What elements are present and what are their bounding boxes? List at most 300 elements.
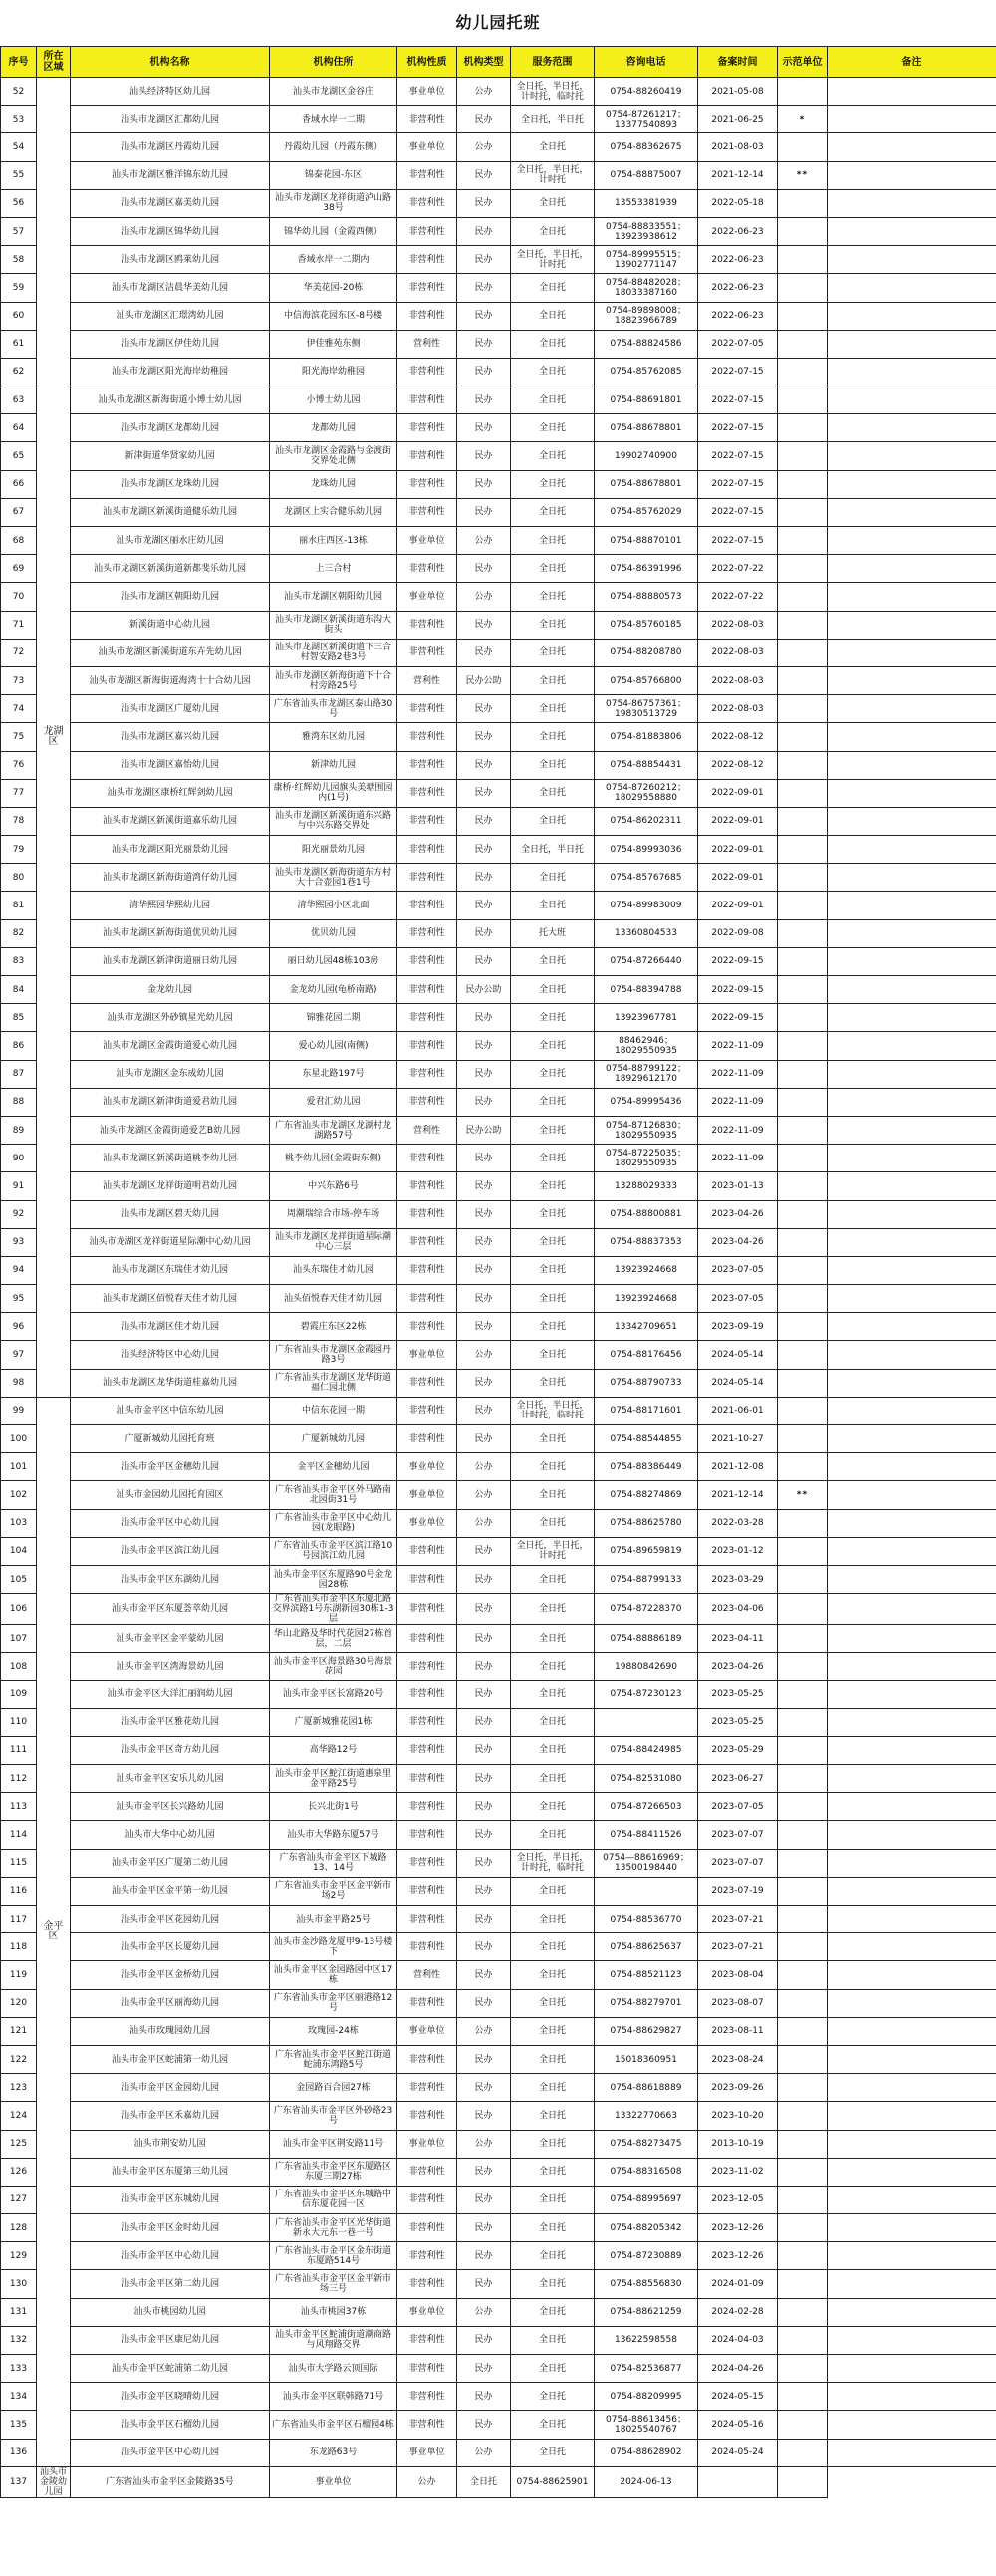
table-row bbox=[1, 1369, 996, 1397]
cell-phone: 0754-88362675 bbox=[595, 133, 698, 161]
cell-index: 62 bbox=[1, 358, 37, 386]
cell-date: 2023-07-19 bbox=[698, 1877, 778, 1905]
cell-model bbox=[778, 1537, 828, 1565]
table-row bbox=[1, 1116, 996, 1144]
cell-service: 全日托 bbox=[511, 2017, 595, 2045]
cell-index: 90 bbox=[1, 1145, 37, 1172]
col-header-remarks: 备注 bbox=[828, 47, 996, 78]
table-row bbox=[1, 1313, 996, 1341]
cell-address: 金园路百合园27栋 bbox=[270, 2074, 397, 2102]
cell-type: 民办 bbox=[457, 1060, 511, 1088]
cell-index: 56 bbox=[1, 189, 37, 217]
cell-remarks bbox=[828, 442, 996, 470]
cell-name: 汕头市龙湖区佳才幼儿园 bbox=[71, 1313, 270, 1341]
cell-name: 汕头市龙湖区佰悦春天佳才幼儿园 bbox=[71, 1285, 270, 1313]
cell-index: 61 bbox=[1, 330, 37, 358]
col-header-date: 备案时间 bbox=[698, 47, 778, 78]
cell-model bbox=[778, 1989, 828, 2017]
cell-name: 汕头市金平区长兴路幼儿园 bbox=[71, 1793, 270, 1821]
cell-service: 全日托 bbox=[511, 358, 595, 386]
table-row bbox=[1, 2383, 996, 2411]
cell-date: 2022-09-01 bbox=[698, 779, 778, 807]
cell-service: 全日托 bbox=[511, 2439, 595, 2466]
cell-service: 全日托 bbox=[511, 330, 595, 358]
table-row bbox=[1, 2017, 996, 2045]
cell-index: 97 bbox=[1, 1341, 37, 1369]
cell-name: 汕头市龙湖区雅洋锦东幼儿园 bbox=[71, 161, 270, 189]
cell-type: 民办 bbox=[457, 864, 511, 892]
cell-model bbox=[778, 2270, 828, 2298]
cell-phone: 13923924668 bbox=[595, 1256, 698, 1284]
cell-service: 全日托 bbox=[511, 274, 595, 302]
cell-index: 88 bbox=[1, 1088, 37, 1116]
cell-remarks bbox=[828, 1765, 996, 1793]
cell-remarks bbox=[828, 414, 996, 442]
cell-address: 广东省汕头市龙湖区龙华街道福仁园北侧 bbox=[270, 1369, 397, 1397]
table-row bbox=[1, 1594, 996, 1625]
cell-remarks bbox=[828, 836, 996, 864]
cell-address: 广厦新城雅花园1栋 bbox=[270, 1708, 397, 1736]
table-row bbox=[1, 892, 996, 919]
cell-remarks bbox=[778, 2466, 828, 2497]
cell-phone: 0754-88411526 bbox=[595, 1821, 698, 1849]
cell-index: 71 bbox=[1, 611, 37, 639]
cell-phone: 0754-88176456 bbox=[595, 1341, 698, 1369]
table-row bbox=[1, 695, 996, 723]
cell-phone: 0754-88544855 bbox=[595, 1425, 698, 1453]
cell-phone: 0754-82536877 bbox=[595, 2355, 698, 2383]
cell-remarks bbox=[828, 611, 996, 639]
cell-address: 阳光海岸幼稚园 bbox=[270, 358, 397, 386]
table-row bbox=[1, 864, 996, 892]
cell-address: 锦泰花园-东区 bbox=[270, 161, 397, 189]
cell-type: 民办 bbox=[457, 1793, 511, 1821]
cell-nature: 非营利性 bbox=[397, 2270, 457, 2298]
cell-name: 金龙幼儿园 bbox=[71, 976, 270, 1004]
cell-date: 2022-03-28 bbox=[698, 1509, 778, 1537]
cell-service: 全日托 bbox=[511, 133, 595, 161]
cell-type: 民办 bbox=[457, 807, 511, 835]
cell-service: 全日托 bbox=[511, 2045, 595, 2073]
cell-nature: 非营利性 bbox=[397, 1032, 457, 1060]
cell-name: 汕头经济特区中心幼儿园 bbox=[71, 1341, 270, 1369]
table-row bbox=[1, 583, 996, 611]
cell-remarks bbox=[828, 1625, 996, 1653]
cell-nature: 非营利性 bbox=[397, 1088, 457, 1116]
col-header-nature: 机构性质 bbox=[397, 47, 457, 78]
cell-name: 新溪街道中心幼儿园 bbox=[71, 611, 270, 639]
cell-date: 2022-06-23 bbox=[698, 217, 778, 245]
table-row bbox=[1, 133, 996, 161]
cell-date: 2024-04-26 bbox=[698, 2355, 778, 2383]
cell-type: 民办 bbox=[457, 1425, 511, 1453]
cell-name: 汕头市龙湖区洁晨华美幼儿园 bbox=[71, 274, 270, 302]
cell-address: 中信东花园一期 bbox=[270, 1397, 397, 1424]
cell-phone: 0754-87228370 bbox=[595, 1594, 698, 1625]
cell-phone: 0754-88880573 bbox=[595, 583, 698, 611]
cell-phone: 19880842690 bbox=[595, 1653, 698, 1680]
cell-address: 汕头市金平区金园路园中区17栋 bbox=[270, 1961, 397, 1989]
cell-name: 汕头市金平区中心幼儿园 bbox=[71, 1509, 270, 1537]
table-row bbox=[1, 1228, 996, 1256]
cell-name: 汕头市龙湖区新溪街道东卉先幼儿园 bbox=[71, 639, 270, 666]
cell-index: 114 bbox=[1, 1821, 37, 1849]
cell-phone: 0754-87266503 bbox=[595, 1793, 698, 1821]
cell-model bbox=[778, 1849, 828, 1877]
cell-address: 广东省汕头市金平区东厦路区东厦三期27栋 bbox=[270, 2158, 397, 2186]
cell-date: 2023-11-02 bbox=[698, 2158, 778, 2186]
table-row bbox=[1, 2186, 996, 2213]
cell-type: 民办 bbox=[457, 2158, 511, 2186]
cell-address: 广东省汕头市金平区金陵路35号 bbox=[71, 2466, 270, 2497]
cell-type: 民办 bbox=[457, 611, 511, 639]
cell-model bbox=[778, 1032, 828, 1060]
cell-phone: 0754-88260419 bbox=[595, 78, 698, 106]
cell-service: 全日托 bbox=[511, 1116, 595, 1144]
cell-service: 全日托 bbox=[511, 2355, 595, 2383]
cell-type: 民办 bbox=[457, 2355, 511, 2383]
cell-remarks bbox=[828, 1537, 996, 1565]
cell-nature: 非营利性 bbox=[397, 1172, 457, 1200]
cell-type: 民办 bbox=[457, 639, 511, 666]
cell-nature: 非营利性 bbox=[397, 2355, 457, 2383]
cell-remarks bbox=[828, 1116, 996, 1144]
cell-name: 汕头市金平区东城幼儿园 bbox=[71, 2186, 270, 2213]
cell-index: 91 bbox=[1, 1172, 37, 1200]
cell-name: 汕头市龙湖区新溪街道嘉乐幼儿园 bbox=[71, 807, 270, 835]
cell-remarks bbox=[828, 1565, 996, 1593]
cell-nature: 营利性 bbox=[397, 666, 457, 694]
col-header-address: 机构住所 bbox=[270, 47, 397, 78]
cell-phone: 0754-85760185 bbox=[595, 611, 698, 639]
cell-type: 民办 bbox=[457, 358, 511, 386]
cell-model bbox=[778, 666, 828, 694]
cell-model bbox=[778, 1060, 828, 1088]
page-title: 幼儿园托班 bbox=[455, 13, 541, 32]
cell-remarks bbox=[828, 1961, 996, 1989]
cell-phone: 0754-87225035；18029550935 bbox=[595, 1145, 698, 1172]
cell-service: 全日托 bbox=[511, 1481, 595, 1509]
cell-date: 2022-08-03 bbox=[698, 639, 778, 666]
cell-remarks bbox=[828, 695, 996, 723]
cell-phone: 0754-88886189 bbox=[595, 1625, 698, 1653]
cell-remarks bbox=[828, 386, 996, 414]
cell-remarks bbox=[828, 639, 996, 666]
cell-model bbox=[778, 1313, 828, 1341]
table-row bbox=[1, 947, 996, 975]
cell-service: 全日托 bbox=[511, 302, 595, 330]
cell-model bbox=[778, 1285, 828, 1313]
cell-service: 全日托 bbox=[511, 1933, 595, 1961]
cell-name: 汕头市金陵幼儿园 bbox=[37, 2466, 71, 2497]
cell-model bbox=[778, 2383, 828, 2411]
table-row bbox=[1, 106, 996, 133]
table-row bbox=[1, 2242, 996, 2270]
cell-type: 公办 bbox=[457, 1509, 511, 1537]
cell-model bbox=[778, 583, 828, 611]
cell-phone: 0754-88628902 bbox=[595, 2439, 698, 2466]
cell-phone: 0754-87260212；18029558880 bbox=[595, 779, 698, 807]
cell-model bbox=[778, 470, 828, 498]
table-row bbox=[1, 807, 996, 835]
cell-date: 2023-08-24 bbox=[698, 2045, 778, 2073]
table-row bbox=[1, 2074, 996, 2102]
cell-type: 民办 bbox=[457, 1594, 511, 1625]
cell-address: 广东省汕头市金平区中心幼儿园(龙眼路) bbox=[270, 1509, 397, 1537]
cell-phone: 0754-88208780 bbox=[595, 639, 698, 666]
cell-remarks bbox=[828, 2411, 996, 2439]
cell-nature: 非营利性 bbox=[397, 1933, 457, 1961]
cell-type: 民办 bbox=[457, 246, 511, 274]
cell-name: 汕头市金平区金平第一幼儿园 bbox=[71, 1877, 270, 1905]
cell-remarks bbox=[828, 1200, 996, 1228]
cell-date: 2021-12-08 bbox=[698, 1453, 778, 1481]
cell-date: 2024-05-14 bbox=[698, 1369, 778, 1397]
cell-model bbox=[778, 1341, 828, 1369]
table-row bbox=[1, 976, 996, 1004]
cell-phone: 0754-88995697 bbox=[595, 2186, 698, 2213]
cell-date: 2023-06-27 bbox=[698, 1765, 778, 1793]
cell-date: 2022-05-18 bbox=[698, 189, 778, 217]
cell-nature: 非营利性 bbox=[397, 1849, 457, 1877]
cell-index: 101 bbox=[1, 1453, 37, 1481]
cell-index: 75 bbox=[1, 723, 37, 751]
cell-nature: 事业单位 bbox=[397, 78, 457, 106]
cell-address: 广东省汕头市金平区石榴园4栋 bbox=[270, 2411, 397, 2439]
cell-date: 2024-06-13 bbox=[595, 2466, 698, 2497]
table-row bbox=[1, 2102, 996, 2130]
cell-model bbox=[778, 2326, 828, 2354]
cell-phone: 0754-88556830 bbox=[595, 2270, 698, 2298]
cell-index: 60 bbox=[1, 302, 37, 330]
cell-nature: 非营利性 bbox=[397, 919, 457, 947]
cell-region: 龙湖区 bbox=[37, 78, 71, 1398]
cell-type: 民办 bbox=[457, 1736, 511, 1764]
cell-remarks bbox=[828, 498, 996, 526]
cell-index: 100 bbox=[1, 1425, 37, 1453]
cell-remarks bbox=[828, 892, 996, 919]
cell-model bbox=[778, 555, 828, 583]
cell-remarks bbox=[828, 779, 996, 807]
cell-service: 全日托 bbox=[511, 2242, 595, 2270]
cell-phone: 0754-87261217；13377540893 bbox=[595, 106, 698, 133]
cell-address: 东龙路63号 bbox=[270, 2439, 397, 2466]
cell-phone: 0754-89993036 bbox=[595, 836, 698, 864]
cell-remarks bbox=[828, 2158, 996, 2186]
cell-address: 周潮瑞综合市场-停车场 bbox=[270, 1200, 397, 1228]
cell-index: 78 bbox=[1, 807, 37, 835]
cell-date: 2023-08-07 bbox=[698, 1989, 778, 2017]
cell-name: 汕头市金平区长厦幼儿园 bbox=[71, 1933, 270, 1961]
cell-remarks bbox=[828, 246, 996, 274]
cell-address: 高华路12号 bbox=[270, 1736, 397, 1764]
cell-nature: 营利性 bbox=[397, 1116, 457, 1144]
cell-date: 2022-09-01 bbox=[698, 864, 778, 892]
cell-service: 全日托 bbox=[511, 892, 595, 919]
cell-index: 119 bbox=[1, 1961, 37, 1989]
cell-phone: 0754-86391996 bbox=[595, 555, 698, 583]
cell-address: 龙珠幼儿园 bbox=[270, 470, 397, 498]
table-row bbox=[1, 246, 996, 274]
cell-nature: 非营利性 bbox=[397, 1736, 457, 1764]
cell-phone: 0754-85767685 bbox=[595, 864, 698, 892]
cell-type: 民办公助 bbox=[457, 1116, 511, 1144]
cell-nature: 事业单位 bbox=[397, 2298, 457, 2326]
cell-index: 83 bbox=[1, 947, 37, 975]
cell-service: 全日托，半日托，计时托，临时托 bbox=[511, 1397, 595, 1424]
cell-name: 汕头市龙湖区康桥红辉剑幼儿园 bbox=[71, 779, 270, 807]
cell-date: 2022-07-22 bbox=[698, 583, 778, 611]
cell-address: 雅湾东区幼儿园 bbox=[270, 723, 397, 751]
cell-phone: 0754-85766800 bbox=[595, 666, 698, 694]
cell-index: 110 bbox=[1, 1708, 37, 1736]
table-row bbox=[1, 1736, 996, 1764]
cell-index: 129 bbox=[1, 2242, 37, 2270]
cell-address: 康桥·红辉幼儿园旗头美塘围园内(1号) bbox=[270, 779, 397, 807]
cell-nature: 事业单位 bbox=[397, 1481, 457, 1509]
cell-service: 全日托 bbox=[511, 1594, 595, 1625]
cell-nature: 非营利性 bbox=[397, 1906, 457, 1933]
cell-name: 汕头市金园幼儿园托育园区 bbox=[71, 1481, 270, 1509]
table-row bbox=[1, 1285, 996, 1313]
cell-nature: 非营利性 bbox=[397, 470, 457, 498]
cell-address: 汕头市龙湖区龙祥街道星际潮中心三层 bbox=[270, 1228, 397, 1256]
cell-type: 公办 bbox=[457, 78, 511, 106]
cell-address: 锦华幼儿园（金霞西侧） bbox=[270, 217, 397, 245]
cell-phone: 0754-85762085 bbox=[595, 358, 698, 386]
cell-service: 全日托 bbox=[511, 1821, 595, 1849]
cell-service: 全日托 bbox=[511, 723, 595, 751]
cell-remarks bbox=[828, 133, 996, 161]
cell-phone: 0754-88394788 bbox=[595, 976, 698, 1004]
cell-phone: 0754-88833551；13923938612 bbox=[595, 217, 698, 245]
cell-index: 103 bbox=[1, 1509, 37, 1537]
cell-address: 广东省汕头市金平区丽港路12号 bbox=[270, 1989, 397, 2017]
cell-model bbox=[778, 639, 828, 666]
cell-remarks bbox=[828, 1906, 996, 1933]
cell-phone bbox=[595, 1708, 698, 1736]
cell-remarks bbox=[828, 78, 996, 106]
cell-name: 汕头市金平区滨江幼儿园 bbox=[71, 1537, 270, 1565]
cell-address: 玫瑰园-24栋 bbox=[270, 2017, 397, 2045]
cell-type: 民办 bbox=[457, 2186, 511, 2213]
cell-model bbox=[778, 1821, 828, 1849]
cell-type: 民办 bbox=[457, 1625, 511, 1653]
cell-service: 全日托 bbox=[511, 1228, 595, 1256]
cell-nature: 非营利性 bbox=[397, 1004, 457, 1032]
cell-type: 民办 bbox=[457, 2242, 511, 2270]
cell-service: 全日托 bbox=[511, 1565, 595, 1593]
cell-date: 2021-06-01 bbox=[698, 1397, 778, 1424]
cell-phone: 0754-88205342 bbox=[595, 2214, 698, 2242]
cell-service: 全日托 bbox=[511, 555, 595, 583]
cell-date: 2023-08-04 bbox=[698, 1961, 778, 1989]
cell-phone: 0754-88800881 bbox=[595, 1200, 698, 1228]
cell-phone: 0754—88616969；13500198440 bbox=[595, 1849, 698, 1877]
cell-phone: 13923967781 bbox=[595, 1004, 698, 1032]
cell-remarks bbox=[828, 1736, 996, 1764]
cell-remarks bbox=[828, 2074, 996, 2102]
cell-model bbox=[778, 1625, 828, 1653]
cell-type: 公办 bbox=[457, 1481, 511, 1509]
cell-type: 民办 bbox=[457, 1933, 511, 1961]
cell-name: 汕头市金平区花园幼儿园 bbox=[71, 1906, 270, 1933]
cell-date: 2023-01-12 bbox=[698, 1537, 778, 1565]
cell-type: 民办 bbox=[457, 1256, 511, 1284]
cell-nature: 非营利性 bbox=[397, 1680, 457, 1708]
cell-phone: 0754-88536770 bbox=[595, 1906, 698, 1933]
cell-nature: 非营利性 bbox=[397, 2045, 457, 2073]
cell-date: 2022-06-23 bbox=[698, 246, 778, 274]
cell-service: 全日托 bbox=[511, 2130, 595, 2158]
cell-index: 105 bbox=[1, 1565, 37, 1593]
cell-remarks bbox=[828, 1060, 996, 1088]
cell-nature: 事业单位 bbox=[397, 527, 457, 555]
cell-service: 全日托 bbox=[511, 807, 595, 835]
cell-phone: 0754-88316508 bbox=[595, 2158, 698, 2186]
cell-nature: 非营利性 bbox=[397, 611, 457, 639]
cell-nature: 非营利性 bbox=[397, 1228, 457, 1256]
cell-name: 汕头市龙湖区金霞街道爱心幼儿园 bbox=[71, 1032, 270, 1060]
cell-name: 汕头市金平区中心幼儿园 bbox=[71, 2439, 270, 2466]
cell-type: 民办 bbox=[457, 695, 511, 723]
cell-service: 全日托 bbox=[511, 2102, 595, 2130]
cell-nature: 事业单位 bbox=[397, 133, 457, 161]
cell-remarks bbox=[828, 723, 996, 751]
cell-date: 2023-05-25 bbox=[698, 1708, 778, 1736]
table-row bbox=[1, 2270, 996, 2298]
cell-remarks bbox=[828, 864, 996, 892]
cell-date: 2022-07-22 bbox=[698, 555, 778, 583]
cell-remarks bbox=[828, 2214, 996, 2242]
col-header-phone: 咨询电话 bbox=[595, 47, 698, 78]
cell-service: 全日托 bbox=[511, 189, 595, 217]
cell-remarks bbox=[828, 358, 996, 386]
cell-phone: 13322770663 bbox=[595, 2102, 698, 2130]
cell-address: 广东省汕头市金平区滨江路10号园滨江幼儿园 bbox=[270, 1537, 397, 1565]
cell-name: 汕头市龙湖区金霞街道爱艺B幼儿园 bbox=[71, 1116, 270, 1144]
cell-address: 广东省汕头市金平区鮀江街道蛇浦东鸿路5号 bbox=[270, 2045, 397, 2073]
cell-phone: 0754-88870101 bbox=[595, 527, 698, 555]
cell-type: 民办 bbox=[457, 106, 511, 133]
cell-address: 广东省汕头市金平区金东街道东厦路514号 bbox=[270, 2242, 397, 2270]
cell-date: 2023-09-26 bbox=[698, 2074, 778, 2102]
cell-remarks bbox=[828, 807, 996, 835]
cell-remarks bbox=[828, 1989, 996, 2017]
cell-name: 汕头市龙湖区朝阳幼儿园 bbox=[71, 583, 270, 611]
cell-date: 2021-05-08 bbox=[698, 78, 778, 106]
cell-address: 优贝幼儿园 bbox=[270, 919, 397, 947]
table-row bbox=[1, 1565, 996, 1593]
cell-date: 2023-01-13 bbox=[698, 1172, 778, 1200]
cell-type: 民办 bbox=[457, 1680, 511, 1708]
cell-service: 全日托 bbox=[511, 1453, 595, 1481]
cell-index: 54 bbox=[1, 133, 37, 161]
cell-service: 全日托 bbox=[457, 2466, 511, 2497]
table-row bbox=[1, 2214, 996, 2242]
cell-phone: 0754-88625780 bbox=[595, 1509, 698, 1537]
cell-type: 民办 bbox=[457, 1565, 511, 1593]
cell-date: 2022-07-15 bbox=[698, 442, 778, 470]
col-header-type: 机构类型 bbox=[457, 47, 511, 78]
cell-model bbox=[778, 217, 828, 245]
cell-date: 2023-05-25 bbox=[698, 1680, 778, 1708]
cell-date: 2023-04-26 bbox=[698, 1228, 778, 1256]
cell-index: 124 bbox=[1, 2102, 37, 2130]
cell-index: 80 bbox=[1, 864, 37, 892]
cell-date: 2022-07-15 bbox=[698, 414, 778, 442]
cell-service: 全日托 bbox=[511, 639, 595, 666]
